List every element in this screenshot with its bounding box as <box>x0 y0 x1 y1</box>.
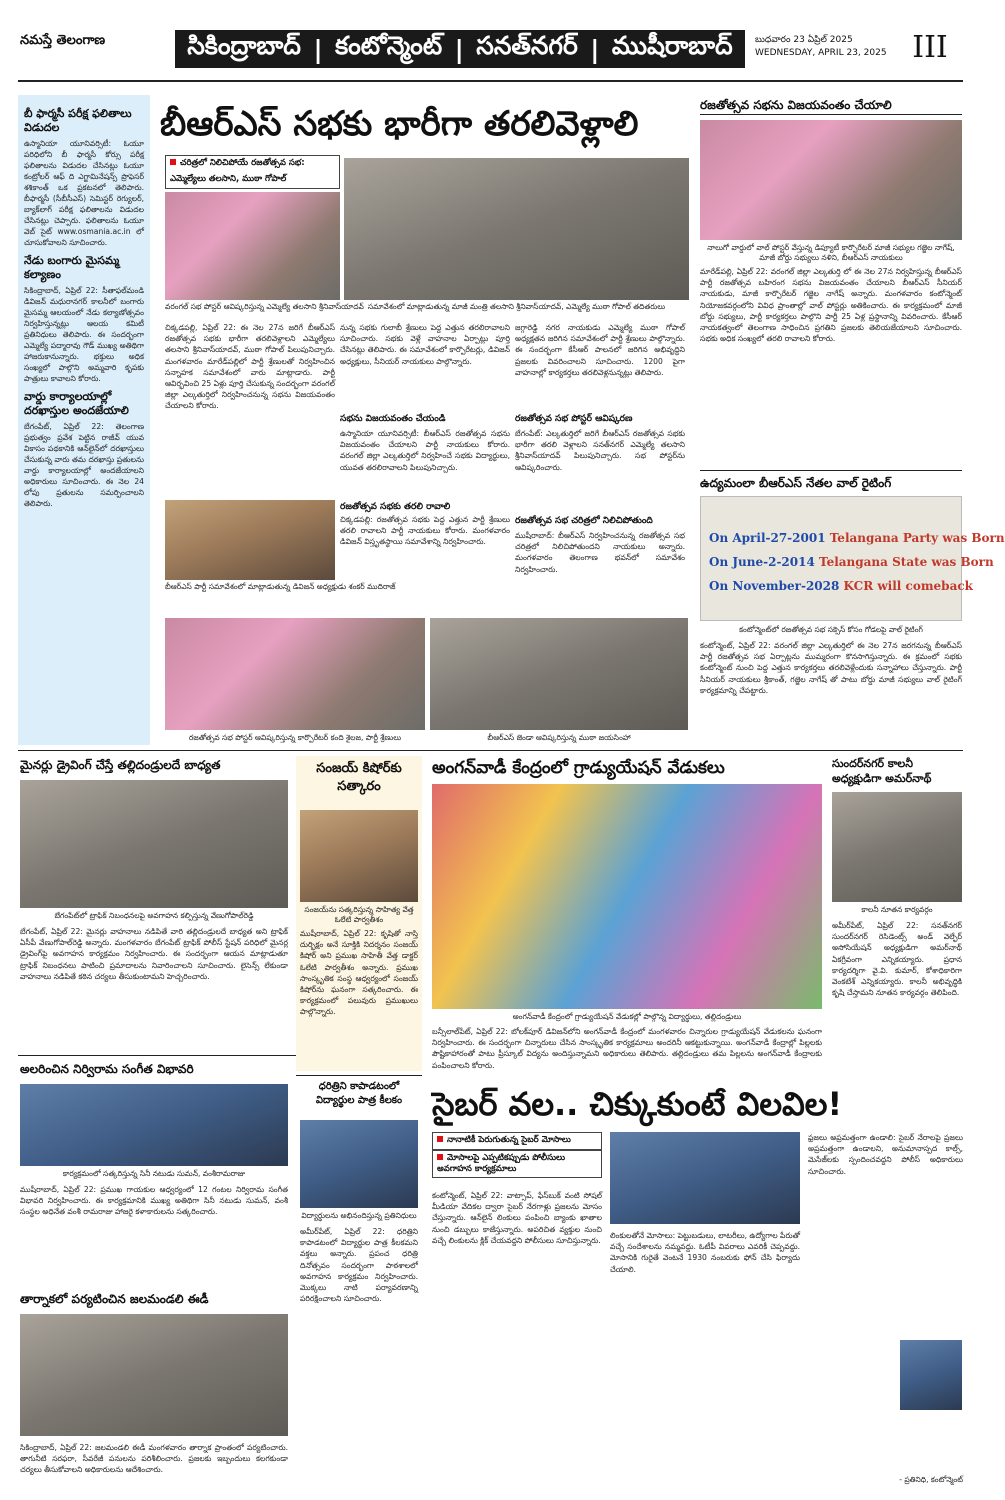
cyber-kicker: మోసాలపై ఎప్పటికప్పుడు పోలీసులు అవగాహన కార్యక్రమాలు <box>432 1150 602 1178</box>
traffic-awareness-photo <box>20 780 288 908</box>
earth-day-photo <box>300 1120 418 1208</box>
poster-launch-photo <box>165 192 340 300</box>
article-subhead: రజతోత్సవ సభ పోస్టర్ ఆవిష్కరణ <box>515 414 633 424</box>
wall-text-line: On June-2-2014 Telangana State was Born <box>709 555 994 569</box>
brief-headline: బీ ఫార్మసీ పరీక్ష ఫలితాలు విడుదల <box>24 107 132 134</box>
wall-story-headline: ఉద్యమంలా బీఆర్‌ఎస్ నేతల వాల్ రైటింగ్ <box>700 476 892 490</box>
section-divider: | <box>590 34 600 64</box>
brief-body: బేగంపేట్, ఏప్రిల్ 22: తెలంగాణ ప్రభుత్వం ప్రవేశ పెట్టిన రాజీవ్ యువ వికాసం పథకానికి ఆన్‌లైన్‌లో దరఖాస్తులు చేసుకున్న వారు తమ దరఖాస్తు ప్రతులను వార్డు కార్యాలయాల్లో అందజేయాలని అధికారులు సూచించారు. ఈ నెల 24 లోపు ప్రతులను సమర్పించాలని తెలిపారు. <box>24 422 144 508</box>
earth-day-headline: ధరిత్రిని కాపాడటంలో విద్యార్థుల పాత్ర కీలకం <box>315 1081 403 1106</box>
cyber-kicker: నానాటికీ పెరుగుతున్న సైబర్ మోసాలు <box>432 1132 602 1150</box>
article-body: బేగంపేట్, ఏప్రిల్ 22: మైనర్లు వాహనాలు నడిపితే వారి తల్లిదండ్రులదే బాధ్యత అని ట్రాఫిక్ ఏసీపీ వేణుగోపాల్‌రెడ్డి అన్నారు. మంగళవారం బేగంపేట్ ట్రాఫిక్ పోలీస్ స్టేషన్ పరిధిలో మైనర్ల డ్రైవింగ్‌పై అవగాహన కార్యక్రమం నిర్వహించారు. ఈ సందర్భంగా ఆయన మాట్లాడుతూ ట్రాఫిక్ నిబంధనలు పాటించి ప్రమాదాలను నివారించాలని సూచించారు. లైసెన్స్ లేకుండా వాహనాలు నడిపితే కఠిన చర్యలు తీసుకుంటామని హెచ్చరించారు. <box>20 927 288 981</box>
page-number: III <box>912 30 948 65</box>
article-body: చిక్కడపల్లి, ఏప్రిల్ 22: ఈ నెల 27న జరిగే బీఆర్‌ఎస్ రజతోత్సవ సభకు భారీగా తరలివెళ్లాలని ఎమ్మెల్యేలు తలసాని శ్రీనివాస్‌యాదవ్, ముఠా గోపాల్ పిలుపునిచ్చారు. మంగళవారం మారేడ్‌పల్లిలో పార్టీ శ్రేణులతో నిర్వహించిన సన్నాహక సమావేశంలో వారు మాట్లాడారు. పార్టీ ఆవిర్భవించి 25 ఏళ్లు పూర్తి చేసుకున్న సందర్భంగా వరంగల్ జిల్లా ఎల్కతుర్తిలో నిర్వహించనున్న సభను విజయవంతం చేయాలని కోరారు. <box>165 323 335 411</box>
section-divider: | <box>454 34 464 64</box>
article-body: బన్సీలాల్‌పేట్, ఏప్రిల్ 22: బోలక్‌పూర్ డివిజన్‌లోని అంగన్‌వాడీ కేంద్రంలో మంగళవారం చిన్నారుల గ్రాడ్యుయేషన్ వేడుకలను ఘనంగా నిర్వహించారు. ఈ సందర్భంగా చిన్నారులు చేసిన సాంస్కృతిక కార్యక్రమాలు అందరినీ ఆకట్టుకున్నాయి. అంగన్‌వాడీ కేంద్రాల్లో పిల్లలకు పౌష్టికాహారంతో పాటు ప్రీస్కూల్ విద్యను అందిస్తున్నామని అధికారులు తెలిపారు. తల్లిదండ్రులు తమ పిల్లలను అంగన్‌వాడీ కేంద్రాలకు పంపించాలని కోరారు. <box>432 1027 822 1070</box>
divider <box>18 1055 296 1056</box>
divider <box>700 470 962 471</box>
photo-caption: కాలనీ నూతన కార్యవర్గం <box>861 905 933 914</box>
photo-caption: వరంగల్ సభ పోస్టర్ ఆవిష్కరిస్తున్న ఎమ్మెల్యే తలసాని శ్రీనివాస్‌యాదవ్ <box>165 302 364 311</box>
article-subhead: రజతోత్సవ సభకు తరలి రావాలి <box>340 502 451 512</box>
waterboard-headline: తార్నాకలో పర్యటించిన జలమండలి ఈడీ <box>20 1292 209 1306</box>
article-body: ఉస్మానియా యూనివర్సిటీ: బీఆర్‌ఎస్ రజతోత్సవ సభను విజయవంతం చేయాలని పార్టీ నాయకులు కోరారు. వరంగల్ జిల్లా ఎల్కతుర్తిలో నిర్వహించే సభకు విద్యార్థులు, యువత తరలిరావాలని పిలుపునిచ్చారు. <box>340 429 510 472</box>
section-name: ముషీరాబాద్ <box>611 31 733 60</box>
top-story-kicker: చరిత్రలో నిలిచిపోయే రజతోత్సవ సభ: <box>165 155 340 173</box>
police-officer-photo <box>900 1340 962 1410</box>
issue-date-telugu: బుధవారం 23 ఏప్రిల్ 2025 <box>755 35 853 45</box>
brief-body: ఉస్మానియా యూనివర్సిటీ: ఓయూ పరిధిలోని బీ ఫార్మసీ కోర్సు పరీక్ష ఫలితాలను విడుదల చేసినట్లు ఓయూ కంట్రోలర్ ఆఫ్ ది ఎగ్జామినేషన్స్ ప్రొఫెసర్ శశికాంత్ ఒక ప్రకటనలో తెలిపారు. బీఫార్మసీ (సీబీసీఎస్) సెమిస్టర్ రెగ్యులర్, బ్యాక్‌లాగ్ పరీక్ష ఫలితాలను విడుదల చేసినట్లు చెప్పారు. ఫలితాలను ఓయూ వెబ్ సైట్ www.osmania.ac.in లో చూసుకోవాలని సూచించారు. <box>24 139 144 247</box>
graduation-photo <box>432 784 822 1009</box>
newspaper-brand: నమస్తే తెలంగాణ <box>20 33 106 48</box>
brief-headline: నేడు బంగారు మైసమ్మ కల్యాణం <box>24 254 120 281</box>
section-divider: | <box>313 34 323 64</box>
wall-text-line: On April-27-2001 Telangana Party was Born <box>709 531 1005 545</box>
sanjay-headline: సంజయ్ కిషోర్‌కు సత్కారం <box>316 761 402 794</box>
photo-caption: విద్యార్థులను అభినందిస్తున్న ప్రతినిధులు <box>301 1211 417 1220</box>
article-body: జగ్గారెడ్డి నగర నాయకుడు ఎమ్మెల్యే ముఠా గోపాల్ అధ్యక్షతన జరిగిన సమావేశంలో పార్టీ శ్రేణులు పాల్గొన్నారు. ఈ సందర్భంగా కేసీఆర్ పాలనలో జరిగిన అభివృద్ధిని ప్రజలకు వివరించాలని సూచించారు. 1200 పైగా వాహనాల్లో కార్యకర్తలు తరలివెళ్లనున్నట్లు తెలిపారు. <box>515 323 685 377</box>
article-body: ముషీరాబాద్, ఏప్రిల్ 22: కృషితో నాస్తి దుర్భిక్షం అనే సూక్తికి నిదర్శనం సంజయ్ కిషోర్ అని ప్రముఖ సాహితీ వేత్త డాక్టర్ ఓలేటి పార్వతీశం అన్నారు. ప్రముఖ సాంస్కృతిక సంస్థ ఆధ్వర్యంలో సంజయ్ కిషోర్‌ను ఘనంగా సత్కరించారు. ఈ కార్యక్రమంలో పలువురు ప్రముఖులు పాల్గొన్నారు. <box>300 929 418 1017</box>
music-event-photo <box>20 1084 288 1166</box>
photo-caption: కంటోన్మెంట్‌లో రజతోత్సవ సభ సక్సెస్ కోసం గోడలపై వాల్ రైటింగ్ <box>739 625 923 634</box>
issue-date <box>755 34 895 60</box>
top-story-kicker-sub: ఎమ్మెల్యేలు తలసాని, ముఠా గోపాల్ <box>165 172 340 189</box>
article-body: కంటోన్మెంట్, ఏప్రిల్ 22: వాట్సాప్, ఫేస్‌బుక్ వంటి సోషల్ మీడియా వేదికల ద్వారా సైబర్ నేరగాళ్లు ప్రజలను మోసం చేస్తున్నారు. ఆన్‌లైన్ లింకులు పంపించి బ్యాంకు ఖాతాల నుంచి డబ్బులు కాజేస్తున్నారు. అపరిచిత వ్యక్తుల నుంచి వచ్చే లింకులను క్లిక్ చేయవద్దని పోలీసులు సూచిస్తున్నారు. <box>432 1191 602 1245</box>
poster-unveil-photo <box>165 618 425 730</box>
photo-caption: నాలుగో వార్డులో వాల్ పోస్టర్ వేస్తున్న డిప్యూటీ కార్పొరేటర్ మాజీ సభ్యుల గజ్జెల నాగేష్, మాజీ బోర్డు సభ్యులు నళిని, బీఆర్‌ఎస్ నాయకులు <box>707 243 955 262</box>
party-meeting-photo <box>165 500 335 580</box>
photo-caption: బేగంపేట్‌లో ట్రాఫిక్ నిబంధనలపై అవగాహన కల్పిస్తున్న వేణుగోపాల్‌రెడ్డి <box>54 911 254 920</box>
divider <box>18 750 963 751</box>
brief-headline: వార్డు కార్యాలయాల్లో దరఖాస్తుల అందజేయాలి <box>24 390 129 417</box>
news-brief-sidebar <box>18 95 150 745</box>
divider <box>296 1075 422 1076</box>
article-body: మారేడ్‌పల్లి, ఏప్రిల్ 22: వరంగల్ జిల్లా ఎల్కతుర్తి లో ఈ నెల 27న నిర్వహిస్తున్న బీఆర్‌ఎస్ పార్టీ రజతోత్సవ బహిరంగ సభను విజయవంతం చేయాలని బీఆర్‌ఎస్ సీనియర్ నాయకుడు, మాజీ కార్పొరేటర్ గజ్జెల నాగేష్ అన్నారు. మంగళవారం కంటోన్మెంట్ నియోజకవర్గంలోని వివిధ ప్రాంతాల్లో వాల్ పోస్టర్లు అతికించారు. ఈ కార్యక్రమంలో మాజీ బోర్డు సభ్యులు, పార్టీ కార్యకర్తలు పాల్గొని పార్టీ 25 ఏళ్ల ప్రస్థానాన్ని వివరించారు. కేసీఆర్ నాయకత్వంలో తెలంగాణ సాధించిన ప్రగతిని ప్రజలకు తెలియజేయాలని సూచించారు. సభకు అధిక సంఖ్యలో తరలి రావాలని కోరారు. <box>700 267 962 344</box>
photo-caption: బీఆర్‌ఎస్ జెండా ఆవిష్కరిస్తున్న ముఠా జయసింహా <box>487 733 631 742</box>
section-name: సనత్‌నగర్ <box>476 31 578 60</box>
article-body: ఫ్రజలు అప్రమత్తంగా ఉండాలి: సైబర్ నేరాలపై ప్రజలు అప్రమత్తంగా ఉండాలని, అనుమానాస్పద కాల్స్, మెసేజ్‌లకు స్పందించవద్దని పోలీస్ అధికారులు సూచించారు. <box>808 1133 963 1176</box>
photo-caption: సంజయ్‌ను సత్కరిస్తున్న సాహిత్య వేత్త ఓలేటి పార్వతీశం <box>304 905 414 924</box>
anganwadi-headline: అంగన్‌వాడీ కేంద్రంలో గ్రాడ్యుయేషన్ వేడుకలు <box>432 758 725 778</box>
section-name: కంటోన్మెంట్ <box>335 31 443 60</box>
article-body: చిక్కడపల్లి: రజతోత్సవ సభకు పెద్ద ఎత్తున పార్టీ శ్రేణులు తరలి రావాలని పార్టీ నాయకులు కోరారు. మంగళవారం డివిజన్ విస్తృతస్థాయి సమావేశాన్ని నిర్వహించారు. <box>340 515 510 547</box>
wall-text-line: On November-2028 KCR will comeback <box>709 579 973 593</box>
felicitation-photo <box>300 810 418 902</box>
flag-hoisting-photo <box>430 618 688 730</box>
brief-body: సికింద్రాబాద్, ఏప్రిల్ 22: సీతాఫల్‌మండి డివిజన్ మధురానగర్ కాలనీలో బంగారు మైసమ్మ ఆలయంలో నేడు కల్యాణోత్సవం నిర్వహిస్తున్నట్లు ఆలయ కమిటీ ప్రతినిధులు తెలిపారు. ఈ సందర్భంగా ఎమ్మెల్యే పద్మారావు గౌడ్ ముఖ్య అతిథిగా హాజరుకానున్నారు. భక్తులు అధిక సంఖ్యలో పాల్గొని అమ్మవారి కృపకు పాత్రులు కావాలని కోరారు. <box>24 286 144 383</box>
top-story-headline: బీఆర్‌ఎస్ సభకు భారీగా తరలివెళ్లాలి <box>160 104 639 144</box>
byline: - ప్రతినిధి, కంటోన్మెంట్ <box>899 1475 963 1484</box>
photo-caption: సమావేశంలో మాట్లాడుతున్న మాజీ మంత్రి తలసాని శ్రీనివాస్‌యాదవ్, ఎమ్మెల్యే ముఠా గోపాల్ తదితరులు <box>367 302 666 311</box>
article-subhead: రజతోత్సవ సభ చరిత్రలో నిలిచిపోతుంది <box>515 516 653 526</box>
article-body: నున్న సభకు గులాబీ శ్రేణులు పెద్ద ఎత్తున తరలిరావాలని సూచించారు. సభకు వెళ్లే వాహనాల ఏర్పాట్లు పూర్తి చేసినట్లు తెలిపారు. ఈ సమావేశంలో కార్పొరేటర్లు, డివిజన్ అధ్యక్షులు, సీనియర్ నాయకులు పాల్గొన్నారు. <box>340 323 510 366</box>
bullet-icon <box>437 1136 443 1142</box>
article-subhead: సభను విజయవంతం చేయండి <box>340 414 446 424</box>
sundarnagar-headline: సుందర్‌నగర్ కాలనీ అధ్యక్షుడిగా అమర్‌నాథ్ <box>832 757 932 785</box>
divider <box>700 114 962 115</box>
section-title-bar <box>175 30 745 68</box>
article-body: ముషీరాబాద్, ఏప్రిల్ 22: ప్రముఖ గాయకుల ఆధ్వర్యంలో 12 గంటల నిర్విరామ సంగీత విభావరి నిర్వహించారు. ఈ కార్యక్రమానికి ముఖ్య అతిథిగా సినీ నటుడు సుమన్, వంశీ సంస్థల అధినేత వంశీ రామరాజు హాజరై కళాకారులను సత్కరించారు. <box>20 1185 288 1217</box>
article-body: అమీర్‌పేట్, ఏప్రిల్ 22: ధరిత్రిని కాపాడటంలో విద్యార్థుల పాత్ర కీలకమని వక్తలు అన్నారు. ప్రపంచ ధరిత్రి దినోత్సవం సందర్భంగా పాఠశాలలో అవగాహన కార్యక్రమం నిర్వహించారు. మొక్కలు నాటి పర్యావరణాన్ని పరిరక్షించాలని సూచించారు. <box>300 1227 418 1304</box>
minor-driving-headline: మైనర్లు డ్రైవింగ్ చేస్తే తల్లిదండ్రులదే బాధ్యత <box>20 758 221 772</box>
photo-caption: అంగన్‌వాడీ కేంద్రంలో గ్రాడ్యుయేషన్ వేడుకల్లో పాల్గొన్న విద్యార్థులు, తల్లిదండ్రులు <box>512 1012 742 1021</box>
article-body: ముషీరాబాద్: బీఆర్‌ఎస్ నిర్వహించనున్న రజతోత్సవ సభ చరిత్రలో నిలిచిపోతుందని నాయకులు అన్నారు. మంగళవారం తెలంగాణ భవన్‌లో సమావేశం నిర్వహించారు. <box>515 531 685 574</box>
article-body: అమీర్‌పేట్, ఏప్రిల్ 22: సనత్‌నగర్ సుందర్‌నగర్ రెసిడెంట్స్ అండ్ వెల్ఫేర్ అసోసియేషన్ అధ్యక్షుడిగా అమర్‌నాథ్ ఏకగ్రీవంగా ఎన్నికయ్యారు. ప్రధాన కార్యదర్శిగా వై.వి. కుమార్, కోశాధికారిగా వెంకటేశ్ ఎన్నికయ్యారు. కాలనీ అభివృద్ధికి కృషి చేస్తామని నూతన కార్యవర్గం తెలిపింది. <box>832 921 962 998</box>
right-story-headline: రజతోత్సవ సభను విజయవంతం చేయాలి <box>700 98 892 112</box>
article-body: లింకులతోనే మోసాలు: పెట్టుబడులు, లాటరీలు, ఉద్యోగాల పేరుతో వచ్చే సందేశాలను నమ్మవద్దు. ఓటీపీ వివరాలు ఎవరికీ చెప్పవద్దు. మోసానికి గురైతే వెంటనే 1930 నంబరుకు ఫోన్ చేసి ఫిర్యాదు చేయాలి. <box>610 1231 800 1274</box>
article-body: సికింద్రాబాద్, ఏప్రిల్ 22: జలమండలి ఈడీ మంగళవారం తార్నాక ప్రాంతంలో పర్యటించారు. తాగునీటి సరఫరా, సీవరేజీ పనులను పరిశీలించారు. ప్రజలకు ఇబ్బందులు కలగకుండా చర్యలు తీసుకోవాలని అధికారులను ఆదేశించారు. <box>20 1443 288 1475</box>
colony-committee-photo <box>832 792 962 902</box>
photo-caption: కార్యక్రమంలో సత్కరిస్తున్న సినీ నటుడు సుమన్, వంశీరామరాజు <box>62 1169 246 1178</box>
bullet-icon <box>437 1154 443 1160</box>
masthead-rule <box>18 80 963 82</box>
phone-cyber-photo <box>610 1132 800 1224</box>
article-body: కంటోన్మెంట్, ఏప్రిల్ 22: వరంగల్ జిల్లా ఎల్కతుర్తిలో ఈ నెల 27న జరగనున్న బీఆర్‌ఎస్ పార్టీ రజతోత్సవ సభ ఏర్పాట్లను ముమ్మరంగా కొనసాగిస్తున్నారు. ఈ క్రమంలో సభకు కంటోన్మెంట్ నుంచి పెద్ద ఎత్తున కార్యకర్తలు తరలివెళ్లేందుకు సన్నాహాలు చేస్తున్నారు. పార్టీ సీనియర్ నాయకులు శ్రీకాంత్, గజ్జెల నాగేష్ తో పాటు బోర్డు మాజీ సభ్యులు వాల్ రైటింగ్ కార్యక్రమాన్ని చేపట్టారు. <box>700 641 962 695</box>
music-headline: అలరించిన నిర్విరామ సంగీత విభావరి <box>20 1062 194 1076</box>
wall-writing-photo <box>700 496 1005 621</box>
issue-date-english: WEDNESDAY, APRIL 23, 2025 <box>755 48 887 58</box>
cyber-headline: సైబర్ వల.. చిక్కుకుంటే విలవిల! <box>432 1085 843 1123</box>
inspection-photo <box>20 1314 288 1436</box>
wall-poster-photo <box>700 120 962 240</box>
photo-caption: రజతోత్సవ సభ పోస్టర్ ఆవిష్కరిస్తున్న కార్పొరేటర్ కంది శైలజ, పార్టీ శ్రేణులు <box>188 733 402 742</box>
section-name: సికింద్రాబాద్ <box>187 31 301 60</box>
article-body: బేగంపేట్: ఎల్కతుర్తిలో జరిగే బీఆర్‌ఎస్ రజతోత్సవ సభకు భారీగా తరలి వెళ్లాలని సనత్‌నగర్ ఎమ్మెల్యే తలసాని శ్రీనివాస్‌యాదవ్ పిలుపునిచ్చారు. సభ పోస్టర్‌ను ఆవిష్కరించారు. <box>515 429 685 472</box>
meeting-photo <box>344 158 689 300</box>
bullet-icon <box>170 159 176 165</box>
photo-caption: బీఆర్‌ఎస్ పార్టీ సమావేశంలో మాట్లాడుతున్న డివిజన్ అధ్యక్షుడు శంకర్ ముదిరాజ్ <box>165 582 396 591</box>
